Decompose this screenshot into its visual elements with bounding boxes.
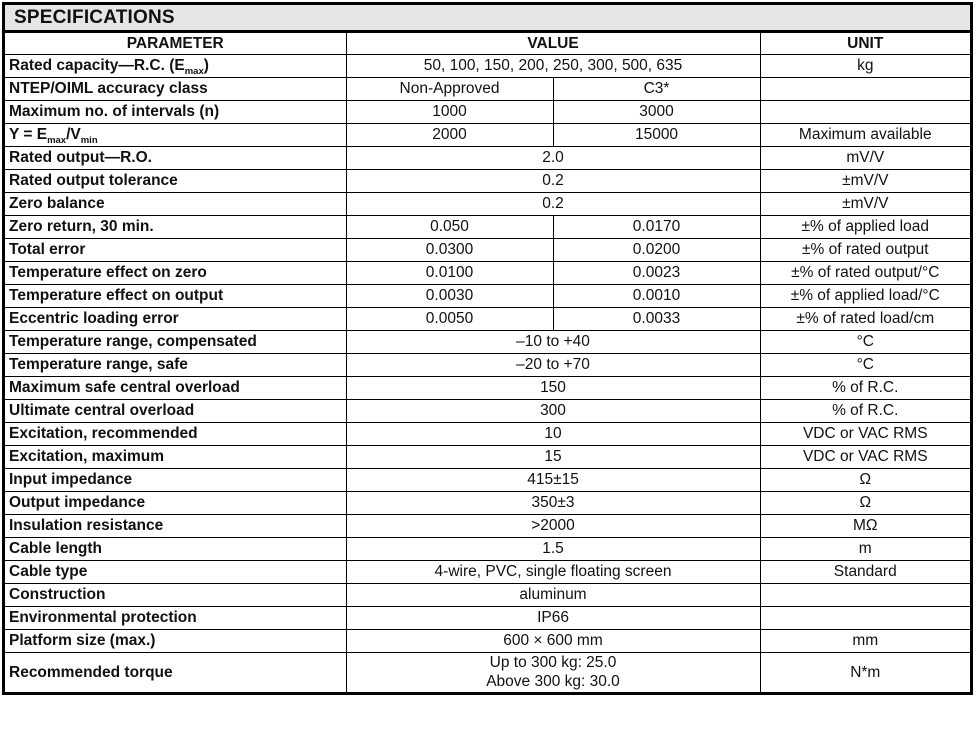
value-cell: 1000 (346, 101, 553, 124)
column-header-parameter: PARAMETER (5, 33, 346, 55)
value-cell: 0.0200 (553, 239, 760, 262)
table-row (5, 492, 970, 515)
unit-cell: °C (760, 354, 970, 377)
value-cell: 0.2 (346, 193, 760, 216)
specifications-sheet (2, 2, 973, 695)
unit-cell (760, 101, 970, 124)
parameter-cell: Recommended torque (5, 653, 346, 693)
table-row (5, 170, 970, 193)
page-title: SPECIFICATIONS (14, 6, 175, 28)
value-cell: 0.0023 (553, 262, 760, 285)
table-row (5, 584, 970, 607)
value-cell: 15 (346, 446, 760, 469)
parameter-cell: Rated output—R.O. (5, 147, 346, 170)
value-cell: 0.0050 (346, 308, 553, 331)
parameter-cell: Maximum safe central overload (5, 377, 346, 400)
table-row (5, 101, 970, 124)
value-cell: 2000 (346, 124, 553, 147)
value-cell: 0.050 (346, 216, 553, 239)
column-header-value: VALUE (346, 33, 760, 55)
value-cell: 0.0030 (346, 285, 553, 308)
value-cell: 350±3 (346, 492, 760, 515)
unit-cell: VDC or VAC RMS (760, 446, 970, 469)
unit-cell: N*m (760, 653, 970, 693)
unit-cell: °C (760, 331, 970, 354)
parameter-cell: Rated output tolerance (5, 170, 346, 193)
value-cell: 3000 (553, 101, 760, 124)
table-row (5, 630, 970, 653)
table-row (5, 331, 970, 354)
value-cell: 2.0 (346, 147, 760, 170)
table-row (5, 538, 970, 561)
spec-table-body (5, 55, 970, 693)
unit-cell: ±% of rated load/cm (760, 308, 970, 331)
header-row (5, 33, 970, 55)
table-row (5, 124, 970, 147)
table-row (5, 239, 970, 262)
value-cell: 150 (346, 377, 760, 400)
table-row (5, 262, 970, 285)
unit-cell (760, 584, 970, 607)
column-header-unit: UNIT (760, 33, 970, 55)
parameter-cell: NTEP/OIML accuracy class (5, 78, 346, 101)
unit-cell: ±mV/V (760, 193, 970, 216)
unit-cell: VDC or VAC RMS (760, 423, 970, 446)
table-row (5, 285, 970, 308)
unit-cell: ±% of applied load/°C (760, 285, 970, 308)
unit-cell: Standard (760, 561, 970, 584)
value-cell: 15000 (553, 124, 760, 147)
parameter-cell: Input impedance (5, 469, 346, 492)
unit-cell: m (760, 538, 970, 561)
unit-cell: mm (760, 630, 970, 653)
table-row (5, 78, 970, 101)
value-cell: 4-wire, PVC, single floating screen (346, 561, 760, 584)
value-cell: 0.0033 (553, 308, 760, 331)
value-cell: 10 (346, 423, 760, 446)
value-cell: aluminum (346, 584, 760, 607)
unit-cell: ±% of rated output (760, 239, 970, 262)
parameter-cell: Platform size (max.) (5, 630, 346, 653)
parameter-cell: Zero balance (5, 193, 346, 216)
unit-cell: ±% of rated output/°C (760, 262, 970, 285)
parameter-cell: Output impedance (5, 492, 346, 515)
table-row (5, 607, 970, 630)
parameter-cell: Cable type (5, 561, 346, 584)
parameter-cell: Temperature effect on output (5, 285, 346, 308)
parameter-cell: Total error (5, 239, 346, 262)
table-row (5, 55, 970, 78)
value-cell: 0.0100 (346, 262, 553, 285)
unit-cell: MΩ (760, 515, 970, 538)
parameter-cell: Rated capacity—R.C. $(E_{max})$ (5, 55, 346, 78)
table-row (5, 400, 970, 423)
unit-cell (760, 78, 970, 101)
unit-cell: % of R.C. (760, 377, 970, 400)
value-cell: 0.0010 (553, 285, 760, 308)
value-cell: 300 (346, 400, 760, 423)
table-row (5, 377, 970, 400)
unit-cell: Ω (760, 469, 970, 492)
unit-cell: mV/V (760, 147, 970, 170)
parameter-cell: Environmental protection (5, 607, 346, 630)
value-cell: 0.0170 (553, 216, 760, 239)
table-row (5, 354, 970, 377)
unit-cell: Maximum available (760, 124, 970, 147)
parameter-cell: Eccentric loading error (5, 308, 346, 331)
unit-cell: Ω (760, 492, 970, 515)
parameter-cell: Temperature range, safe (5, 354, 346, 377)
value-cell: C3* (553, 78, 760, 101)
table-header (5, 33, 970, 55)
value-cell: 50, 100, 150, 200, 250, 300, 500, 635 (346, 55, 760, 78)
unit-cell: ±% of applied load (760, 216, 970, 239)
value-cell: 415±15 (346, 469, 760, 492)
table-row (5, 147, 970, 170)
value-cell: 600 × 600 mm (346, 630, 760, 653)
unit-cell: ±mV/V (760, 170, 970, 193)
parameter-cell: Temperature effect on zero (5, 262, 346, 285)
unit-cell: % of R.C. (760, 400, 970, 423)
table-row (5, 193, 970, 216)
table-row (5, 446, 970, 469)
value-cell: –20 to +70 (346, 354, 760, 377)
table-row (5, 216, 970, 239)
value-cell: IP66 (346, 607, 760, 630)
parameter-cell: Excitation, maximum (5, 446, 346, 469)
table-row (5, 423, 970, 446)
parameter-cell: Maximum no. of intervals (n) (5, 101, 346, 124)
sheet-title-bar (5, 5, 970, 32)
table-row (5, 515, 970, 538)
parameter-cell: Excitation, recommended (5, 423, 346, 446)
value-cell: Non-Approved (346, 78, 553, 101)
parameter-cell: Zero return, 30 min. (5, 216, 346, 239)
specifications-table (5, 32, 970, 692)
table-row (5, 561, 970, 584)
parameter-cell: Temperature range, compensated (5, 331, 346, 354)
unit-cell (760, 607, 970, 630)
value-cell: 1.5 (346, 538, 760, 561)
parameter-cell: Ultimate central overload (5, 400, 346, 423)
value-cell: Up to 300 kg: 25.0 Above 300 kg: 30.0 (346, 653, 760, 693)
table-row (5, 469, 970, 492)
parameter-cell: Insulation resistance (5, 515, 346, 538)
parameter-cell: $Y = E_{max}/V_{min}$ (5, 124, 346, 147)
unit-cell: kg (760, 55, 970, 78)
value-cell: 0.0300 (346, 239, 553, 262)
parameter-cell: Cable length (5, 538, 346, 561)
value-cell: –10 to +40 (346, 331, 760, 354)
value-cell: >2000 (346, 515, 760, 538)
table-row (5, 308, 970, 331)
parameter-cell: Construction (5, 584, 346, 607)
value-cell: 0.2 (346, 170, 760, 193)
table-row (5, 653, 970, 693)
